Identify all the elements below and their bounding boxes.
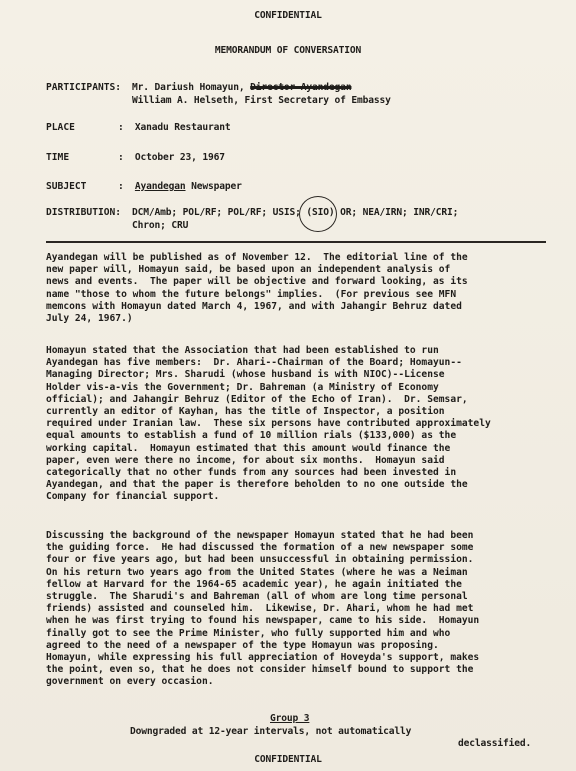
text-line: Managing Director; Mrs. Sharudi (whose husband is with NIOC)--License (46, 369, 445, 381)
place-value: : Xanadu Restaurant (118, 122, 231, 133)
struck-text: Director Ayandegan (250, 82, 352, 93)
group-marking: Group 3 (270, 713, 310, 724)
text-line: four or five years ago, but had been unsuccessful in obtaining permission. (46, 554, 474, 566)
text-line: Holder vis-a-vis the Government; Dr. Bahreman (a Ministry of Economy (46, 381, 439, 393)
time-label: TIME (46, 152, 70, 163)
text-line: Discussing the background of the newspaper Homayun stated that he had been (46, 530, 474, 541)
text-line: equal amounts to establish a fund of 10 million rials ($133,000) as the (46, 430, 457, 442)
text-line: the guiding force. He had discussed the formation of a new newspaper some (46, 542, 474, 554)
time-value: : October 23, 1967 (118, 152, 225, 163)
text-line: required under Iranian law. These six persons have contributed approximately (46, 418, 491, 430)
text-line: friends) assisted and counseled him. Likewise, Dr. Ahari, whom he had met (46, 603, 474, 615)
text-line: Ayandegan has five members: Dr. Ahari--Chairman of the Board; Homayun-- (46, 357, 462, 369)
memo-title: MEMORANDUM OF CONVERSATION (214, 45, 362, 56)
downgrade-notice: Downgraded at 12-year intervals, not automatically (130, 726, 412, 737)
participants-line1: Mr. Dariush Homayun, Director Ayandegan (132, 82, 352, 93)
text-line: the point, even so, that he does not consider himself bound to support the (46, 664, 474, 676)
distribution-line1: DCM/Amb; POL/RF; POL/RF; USIS; (SIO) OR; NEA/IRN; INR/CRI; (132, 207, 459, 218)
text-line: struggle. The Sharudi's and Bahreman (all of whom are long time personal (46, 591, 468, 603)
subject-label: SUBJECT (46, 181, 87, 192)
text-line: Homayun, while expressing his full appreciation of Hoveyda's support, makes (46, 652, 480, 664)
text-line: agreed to the need of a newspaper of the type Homayun was proposing. (46, 639, 439, 651)
text-line: news and events. The paper will be objective and forward looking, as its (46, 276, 468, 288)
text-line: July 24, 1967.) (46, 313, 133, 325)
text-line: categorically that no other funds from any sources had been invested in (46, 467, 457, 479)
text-line: finally got to see the Prime Minister, who fully supported him and who (46, 627, 451, 639)
text-line: working capital. Homayun estimated that this amount would finance the (46, 442, 451, 454)
text-line: fellow at Harvard for the 1964-65 academic year), he again initiated the (46, 578, 462, 590)
classification-top: CONFIDENTIAL (254, 10, 322, 21)
paragraph-2 (46, 345, 551, 504)
text-line: new paper will, Homayun said, be based upon an independent analysis of (46, 264, 451, 276)
text-line: Homayun stated that the Association that had been established to run (46, 345, 439, 356)
subject-value: : Ayandegan Newspaper (118, 181, 242, 192)
participants-label: PARTICIPANTS: (46, 82, 122, 93)
place-label: PLACE (46, 122, 75, 133)
text-line: paper, even were there no income, for about six months. Homayun said (46, 454, 445, 466)
text-line: when he was first trying to found his newspaper, came to his side. Homayun (46, 615, 480, 627)
text-line: government on every occasion. (46, 676, 214, 688)
text-line: name "those to whom the future belongs" implies. (For previous see MFN (46, 288, 457, 300)
text-line: official); and Jahangir Behruz (Editor of the Echo of Iran). Dr. Semsar, (46, 393, 468, 405)
paragraph-1 (46, 252, 551, 325)
text-line: Company for financial support. (46, 491, 220, 503)
text-line: On his return two years ago from the United States (where he was a Neiman (46, 566, 468, 578)
paragraph-3 (46, 530, 551, 689)
text-line: Ayandegan, and that the paper is therefore beholden to no one outside the (46, 479, 468, 491)
text-line: Ayandegan will be published as of November 12. The editorial line of the (46, 252, 468, 263)
distribution-label: DISTRIBUTION: (46, 207, 122, 218)
declassified-notice: declassified. (458, 738, 532, 749)
text-line: currently an editor of Kayhan, has the title of Inspector, a position (46, 406, 445, 418)
header-divider (46, 241, 546, 243)
distribution-line2: Chron; CRU (132, 220, 189, 231)
handwritten-circle (299, 196, 337, 232)
classification-bottom: CONFIDENTIAL (254, 754, 322, 765)
text-line: memcons with Homayun dated March 4, 1967, and with Jahangir Behruz dated (46, 300, 462, 312)
participants-line2: William A. Helseth, First Secretary of Embassy (132, 95, 391, 106)
